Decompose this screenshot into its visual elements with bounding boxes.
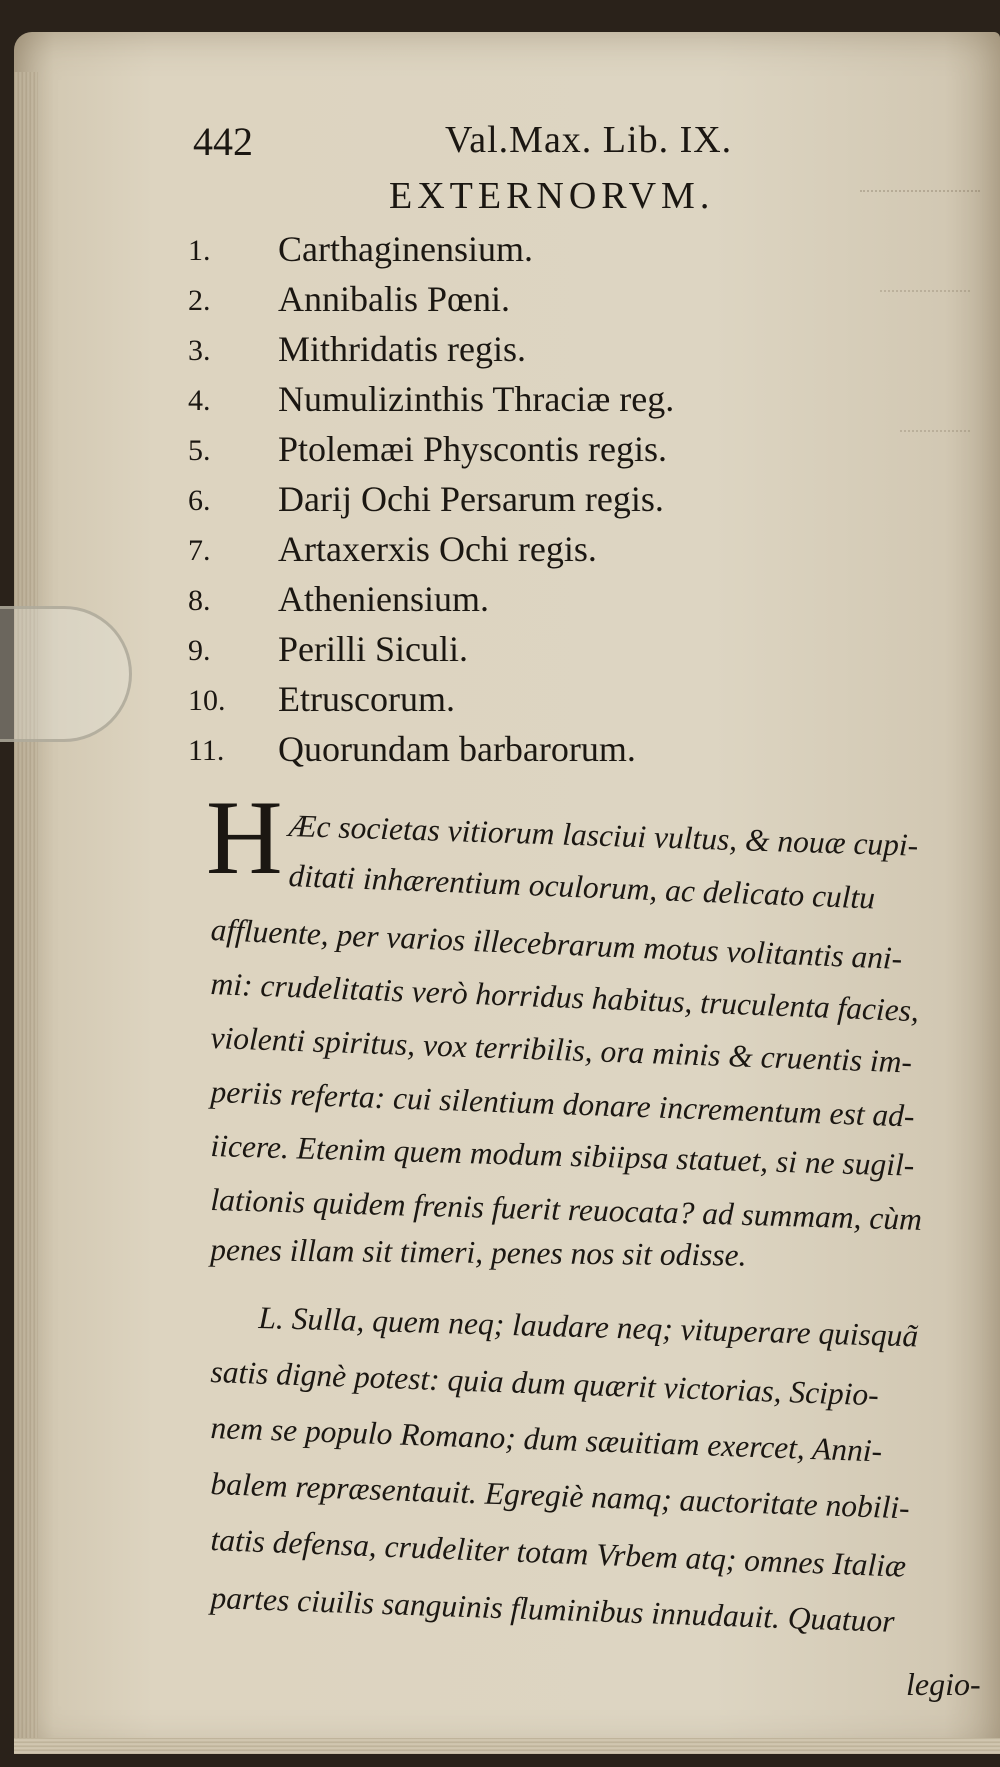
body-line: ditati inhærentium oculorum, ac delicato cultu: [288, 858, 876, 916]
body-line: partes ciuilis sanguinis fluminibus innudauit. Quatuor: [210, 1580, 896, 1639]
drop-cap: H: [206, 779, 283, 896]
toc-number: 7.: [188, 534, 211, 567]
toc-number: 8.: [188, 584, 211, 617]
toc-number: 10.: [188, 684, 226, 717]
body-line: tatis defensa, crudeliter totam Vrbem atq; omnes Italiæ: [210, 1522, 907, 1584]
toc-number: 5.: [188, 434, 211, 467]
body-line: affluente, per varios illecebrarum motus volitantis ani-: [210, 912, 903, 976]
bleed-through-mark: [860, 190, 980, 202]
toc-label: Etruscorum.: [278, 679, 455, 719]
toc-label: Quorundam barbarorum.: [278, 729, 636, 769]
toc-label: Darij Ochi Persarum regis.: [278, 479, 664, 519]
bookmark-clip: [0, 606, 132, 742]
toc-number: 1.: [188, 234, 211, 267]
body-line: Æc societas vitiorum lasciui vultus, & nouæ cupi-: [288, 808, 919, 863]
body-line: penes illam sit timeri, penes nos sit odisse.: [210, 1232, 747, 1273]
toc-label: Atheniensium.: [278, 579, 489, 619]
toc-label: Mithridatis regis.: [278, 329, 526, 369]
toc-number: 2.: [188, 284, 211, 317]
body-line: balem repræsentauit. Egregiè namq; auctoritate nobili-: [210, 1466, 911, 1526]
toc-number: 3.: [188, 334, 211, 367]
body-line: mi: crudelitatis verò horridus habitus, truculenta facies,: [210, 966, 920, 1029]
toc-label: Artaxerxis Ochi regis.: [278, 529, 597, 569]
body-line: iicere. Etenim quem modum sibiipsa statuet, si ne sugil-: [210, 1128, 915, 1183]
body-line: violenti spiritus, vox terribilis, ora minis & cruentis im-: [210, 1020, 913, 1080]
toc-label: Perilli Siculi.: [278, 629, 469, 669]
toc-label: Carthaginensium.: [278, 229, 533, 269]
page-edge: [14, 72, 38, 1752]
toc-label: Annibalis Pœni.: [278, 279, 511, 319]
catchword: legio-: [906, 1666, 981, 1702]
toc-label: Numulizinthis Thraciæ reg.: [278, 379, 675, 419]
bleed-through-mark: [900, 430, 970, 442]
section-title: EXTERNORVM.: [389, 175, 715, 217]
toc-number: 4.: [188, 384, 211, 417]
bleed-through-mark: [880, 290, 970, 302]
toc-number: 11.: [188, 734, 225, 767]
toc-number: 9.: [188, 634, 211, 667]
body-line: nem se populo Romano; dum sæuitiam exercet, Anni-: [210, 1410, 883, 1469]
page-stack-bottom: [14, 1738, 1000, 1754]
body-line: L. Sulla, quem neq; laudare neq; vituperare quisquã: [258, 1300, 919, 1354]
body-line: satis dignè potest: quia dum quærit victorias, Scipio-: [210, 1354, 880, 1413]
body-line: lationis quidem frenis fuerit reuocata? ad summam, cùm: [210, 1182, 923, 1237]
running-head: Val.Max. Lib. IX.: [445, 119, 733, 161]
body-line: periis referta: cui silentium donare incrementum est ad-: [210, 1074, 916, 1134]
page-number: 442: [193, 119, 253, 164]
toc-number: 6.: [188, 484, 211, 517]
toc-label: Ptolemæi Physcontis regis.: [278, 429, 668, 469]
